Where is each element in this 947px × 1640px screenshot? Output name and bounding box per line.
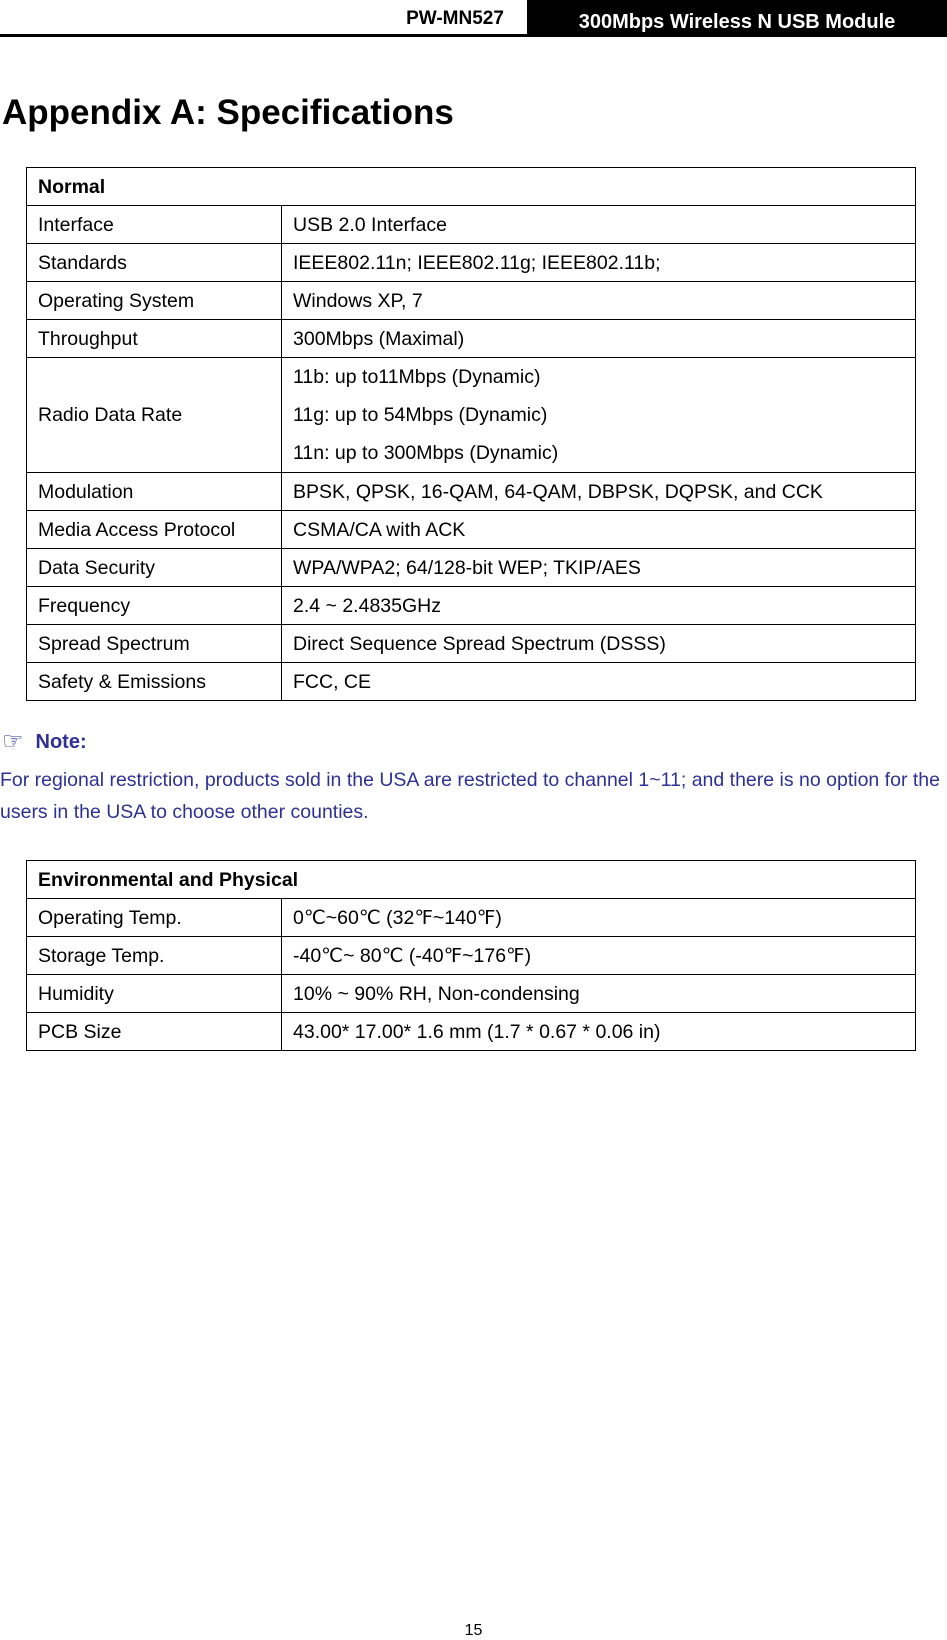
spec-value: BPSK, QPSK, 16-QAM, 64-QAM, DBPSK, DQPSK, and CCK [282, 473, 916, 511]
spec-value: IEEE802.11n; IEEE802.11g; IEEE802.11b; [282, 244, 916, 282]
table-header-row [27, 168, 916, 206]
spec-value: 2.4 ~ 2.4835GHz [282, 587, 916, 625]
table-row [27, 1013, 916, 1051]
normal-spec-table [26, 167, 916, 701]
spec-value: Windows XP, 7 [282, 282, 916, 320]
note-heading [2, 728, 87, 755]
note-text: For regional restriction, products sold in the USA are restricted to channel 1~11; and there is no option for the users in the USA to choose other counties. [0, 769, 940, 823]
table-row [27, 206, 916, 244]
table-row [27, 625, 916, 663]
table-row [27, 473, 916, 511]
spec-value: WPA/WPA2; 64/128-bit WEP; TKIP/AES [282, 549, 916, 587]
table-row [27, 244, 916, 282]
spec-value: CSMA/CA with ACK [282, 511, 916, 549]
table-row [27, 663, 916, 701]
spec-value: 300Mbps (Maximal) [282, 320, 916, 358]
table-row [27, 358, 916, 473]
spec-label: Operating System [27, 282, 282, 320]
spec-label: Throughput [27, 320, 282, 358]
rate-line: 11g: up to 54Mbps (Dynamic) [293, 404, 548, 426]
table-header-row [27, 861, 916, 899]
spec-label: Frequency [27, 587, 282, 625]
table-row [27, 320, 916, 358]
spec-value-multiline [282, 358, 916, 473]
spec-value: 10% ~ 90% RH, Non-condensing [282, 975, 916, 1013]
spec-label: PCB Size [27, 1013, 282, 1051]
page-number: 15 [464, 1622, 483, 1639]
spec-value: -40℃~ 80℃ (-40℉~176℉) [282, 937, 916, 975]
spec-label: Data Security [27, 549, 282, 587]
spec-label: Spread Spectrum [27, 625, 282, 663]
spec-value: USB 2.0 Interface [282, 206, 916, 244]
spec-label: Modulation [27, 473, 282, 511]
environmental-spec-table [26, 860, 916, 1051]
table-row [27, 899, 916, 937]
table-row [27, 511, 916, 549]
spec-label: Media Access Protocol [27, 511, 282, 549]
spec-value: 43.00* 17.00* 1.6 mm (1.7 * 0.67 * 0.06 in) [282, 1013, 916, 1051]
pointing-hand-icon: ☞ [2, 728, 24, 755]
header-model: PW-MN527 [406, 8, 504, 29]
spec-label: Storage Temp. [27, 937, 282, 975]
note-label: Note: [35, 731, 87, 753]
rate-line: 11n: up to 300Mbps (Dynamic) [293, 442, 559, 464]
table-row [27, 587, 916, 625]
table-row [27, 937, 916, 975]
page-title: Appendix A: Specifications [2, 93, 454, 132]
section-heading: Environmental and Physical [27, 861, 916, 899]
spec-value: 0℃~60℃ (32℉~140℉) [282, 899, 916, 937]
table-row [27, 282, 916, 320]
spec-label: Interface [27, 206, 282, 244]
spec-label: Humidity [27, 975, 282, 1013]
spec-label: Operating Temp. [27, 899, 282, 937]
spec-value: FCC, CE [282, 663, 916, 701]
rate-line: 11b: up to11Mbps (Dynamic) [293, 366, 541, 388]
spec-label: Safety & Emissions [27, 663, 282, 701]
spec-label: Radio Data Rate [27, 358, 282, 473]
page-header [0, 0, 947, 37]
table-row [27, 549, 916, 587]
table-row [27, 975, 916, 1013]
section-heading: Normal [27, 168, 916, 206]
header-product: 300Mbps Wireless N USB Module [527, 0, 947, 37]
spec-value: Direct Sequence Spread Spectrum (DSSS) [282, 625, 916, 663]
spec-label: Standards [27, 244, 282, 282]
